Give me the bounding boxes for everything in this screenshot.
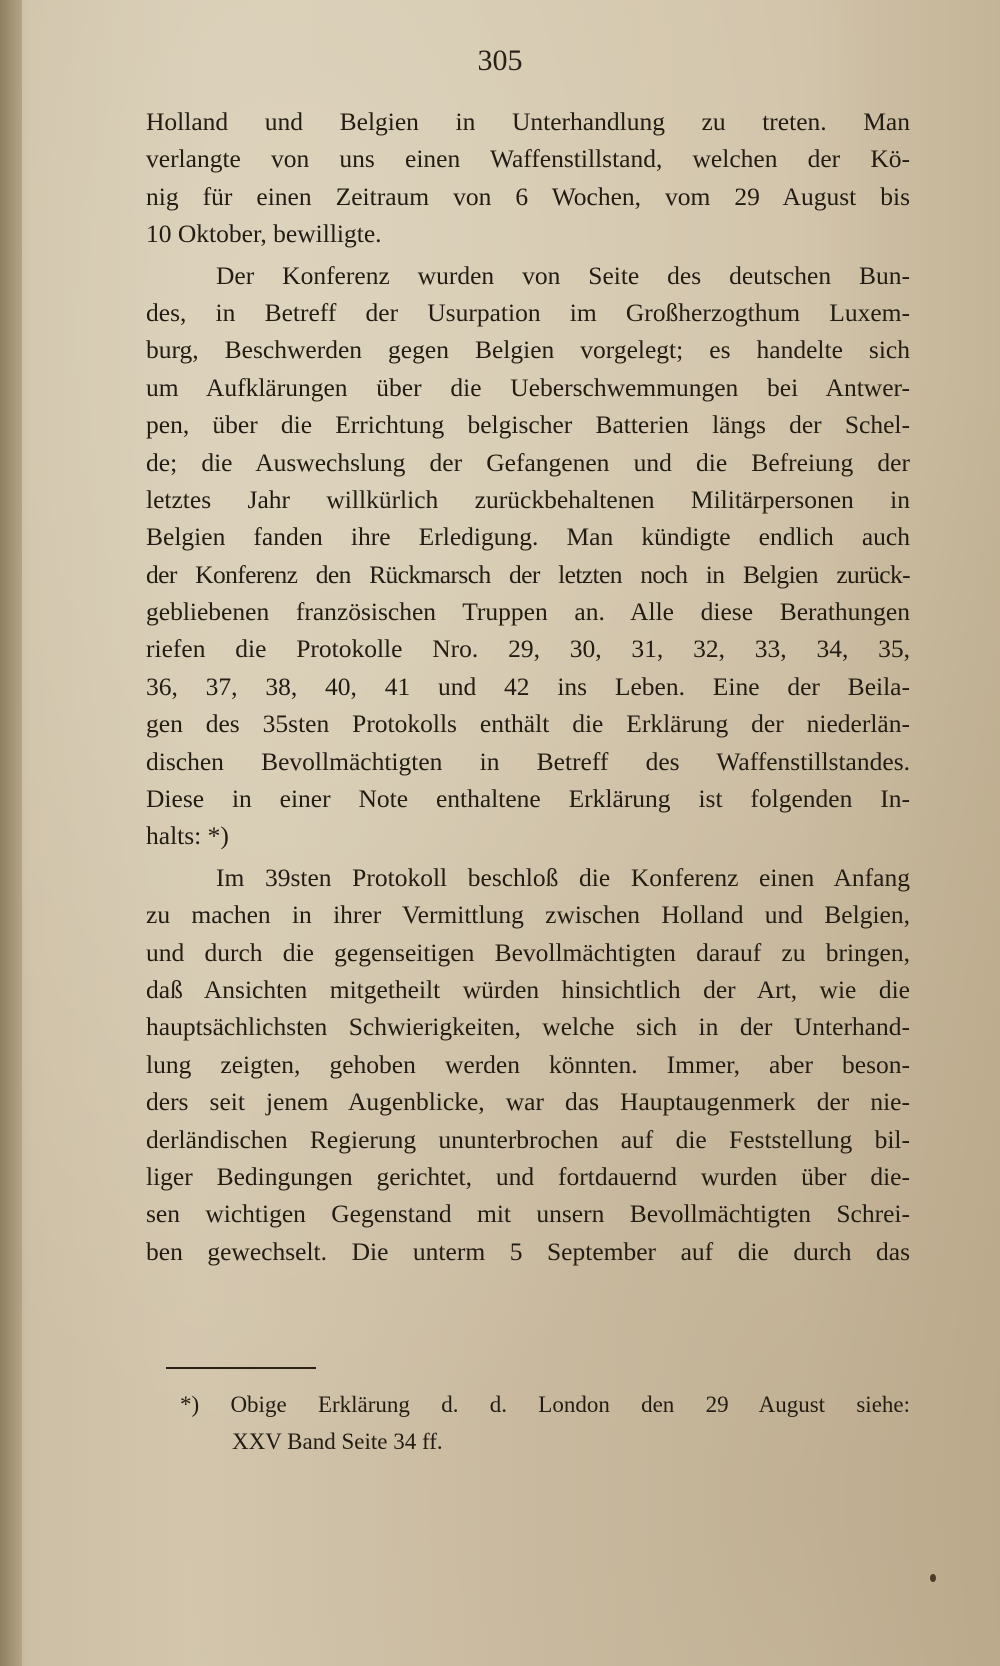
text-line: sen wichtigen Gegenstand mit unsern Bevollmächtigten Schrei- xyxy=(146,1199,910,1229)
text-line: halts: *) xyxy=(146,821,229,851)
text-line: lung zeigten, gehoben werden könnten. Immer, aber beson- xyxy=(146,1049,910,1079)
text-line: und durch die gegenseitigen Bevollmächtigten darauf zu bringen, xyxy=(146,937,910,967)
text-line: derländischen Regierung ununterbrochen auf die Feststellung bil- xyxy=(146,1124,910,1154)
text-line: nig für einen Zeitraum von 6 Wochen, vom 29 August bis xyxy=(146,181,910,211)
text-line: pen, über die Errichtung belgischer Batterien längs der Schel- xyxy=(146,410,910,440)
ink-spot xyxy=(930,1574,936,1582)
text-line: der Konferenz den Rückmarsch der letzten noch in Belgien zurück- xyxy=(146,559,910,589)
text-line: letztes Jahr willkürlich zurückbehaltenen Militärpersonen in xyxy=(146,484,910,514)
text-line: burg, Beschwerden gegen Belgien vorgelegt; es handelte sich xyxy=(146,335,910,365)
text-line: 36, 37, 38, 40, 41 und 42 ins Leben. Eine der Beila- xyxy=(146,671,910,701)
text-line: Belgien fanden ihre Erledigung. Man kündigte endlich auch xyxy=(146,522,910,552)
text-line: dischen Bevollmächtigten in Betreff des Waffenstillstandes. xyxy=(146,746,910,776)
text-line: ders seit jenem Augenblicke, war das Hauptaugenmerk der nie- xyxy=(146,1087,910,1117)
text-line: zu machen in ihrer Vermittlung zwischen Holland und Belgien, xyxy=(146,900,910,930)
footnote-rule xyxy=(166,1367,316,1369)
footnote-line: *) Obige Erklärung d. d. London den 29 August siehe: xyxy=(180,1392,910,1417)
text-line: ben gewechselt. Die unterm 5 September auf die durch das xyxy=(146,1236,910,1266)
text-line: verlangte von uns einen Waffenstillstand, welchen der Kö- xyxy=(146,144,910,174)
text-line: liger Bedingungen gerichtet, und fortdauernd wurden über die- xyxy=(146,1161,910,1191)
text-line: 10 Oktober, bewilligte. xyxy=(146,219,382,249)
body-text xyxy=(146,103,910,1270)
text-line: um Aufklärungen über die Ueberschwemmungen bei Antwer- xyxy=(146,372,910,402)
text-line: Diese in einer Note enthaltene Erklärung ist folgenden In- xyxy=(146,784,910,814)
text-line: gen des 35sten Protokolls enthält die Erklärung der niederlän- xyxy=(146,709,910,739)
page-gutter xyxy=(0,0,22,1666)
page-number: 305 xyxy=(477,44,523,77)
footnote-line: XXV Band Seite 34 ff. xyxy=(232,1429,443,1454)
text-line: daß Ansichten mitgetheilt würden hinsichtlich der Art, wie die xyxy=(146,974,910,1004)
text-line: Im 39sten Protokoll beschloß die Konferenz einen Anfang xyxy=(216,862,910,892)
text-line: des, in Betreff der Usurpation im Großherzogthum Luxem- xyxy=(146,297,910,327)
text-line: Der Konferenz wurden von Seite des deutschen Bun- xyxy=(216,260,910,290)
text-line: de; die Auswechslung der Gefangenen und die Befreiung der xyxy=(146,447,910,477)
text-line: hauptsächlichsten Schwierigkeiten, welche sich in der Unterhand- xyxy=(146,1012,910,1042)
text-line: Holland und Belgien in Unterhandlung zu treten. Man xyxy=(146,107,910,136)
text-line: gebliebenen französischen Truppen an. Alle diese Berathungen xyxy=(146,597,910,627)
text-line: riefen die Protokolle Nro. 29, 30, 31, 32, 33, 34, 35, xyxy=(146,634,910,664)
footnote xyxy=(180,1386,910,1460)
